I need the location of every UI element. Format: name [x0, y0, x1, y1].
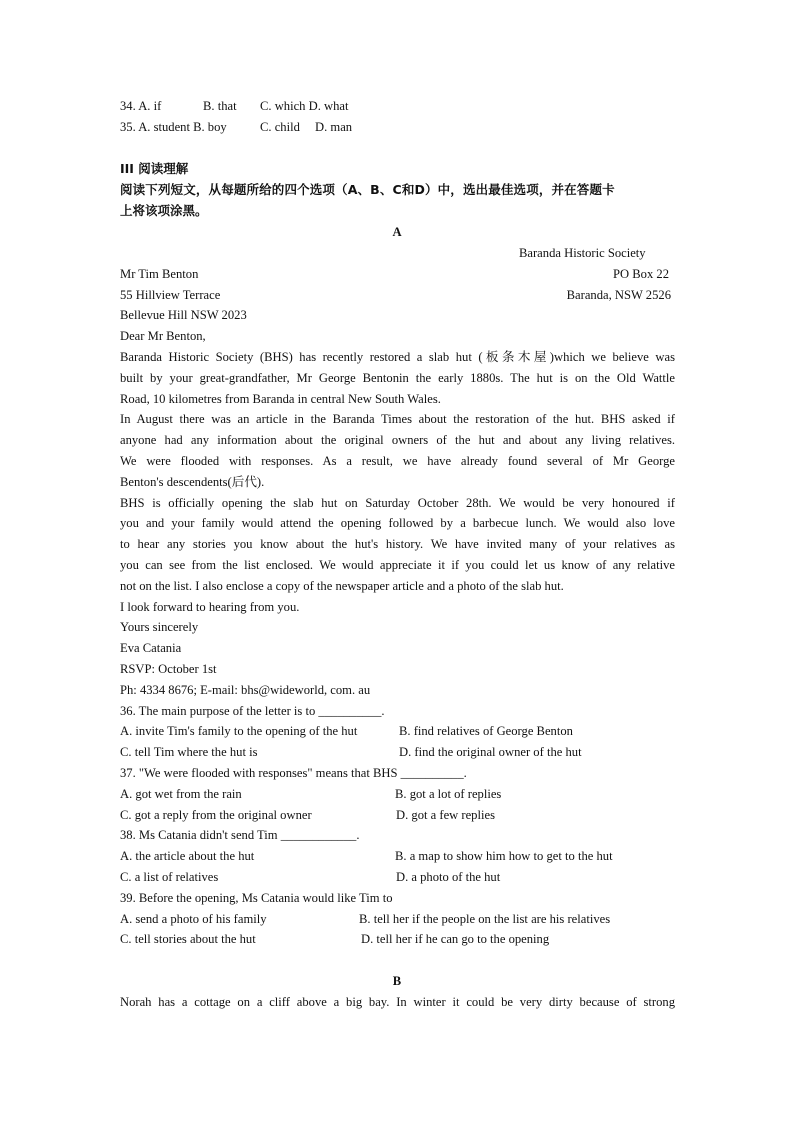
question-37-stem: 37. "We were flooded with responses" means that BHS __________. — [120, 766, 467, 780]
q39-option-d: D. tell her if he can go to the opening — [361, 932, 550, 946]
letter-signature: Eva Catania — [120, 641, 182, 655]
section-title: III 阅读理解 — [120, 161, 189, 176]
q34-cd: C. which D. what — [260, 99, 349, 113]
sender-line-2: PO Box 22 — [613, 267, 669, 281]
letter-line: We were flooded with responses. As a result, we have already found several of Mr George — [120, 454, 675, 468]
q37-option-a: A. got wet from the rain — [120, 787, 242, 801]
q39-option-b: B. tell her if the people on the list are his relatives — [359, 912, 611, 926]
q36-option-b: B. find relatives of George Benton — [399, 724, 573, 738]
q37-option-c: C. got a reply from the original owner — [120, 808, 312, 822]
sender-line-3: Baranda, NSW 2526 — [566, 288, 671, 302]
q39-option-a: A. send a photo of his family — [120, 912, 267, 926]
q38-option-a: A. the article about the hut — [120, 849, 255, 863]
letter-contact: Ph: 4334 8676; E-mail: bhs@wideworld, com. au — [120, 683, 371, 697]
letter-line: to hear any stories you know about the hut's history. We have invited many of your relatives as — [120, 537, 675, 551]
q35-d: D. man — [315, 120, 353, 134]
q34-b: B. that — [203, 99, 237, 113]
q38-option-c: C. a list of relatives — [120, 870, 219, 884]
q36-option-c: C. tell Tim where the hut is — [120, 745, 258, 759]
letter-greeting: Dear Mr Benton, — [120, 329, 206, 343]
letter-line: BHS is officially opening the slab hut on Saturday October 28th. We would be very honoured if — [120, 496, 675, 510]
recipient-line-2: 55 Hillview Terrace — [120, 288, 221, 302]
q36-option-d: D. find the original owner of the hut — [399, 745, 582, 759]
letter-line: built by your great-grandfather, Mr George Bentonin the early 1880s. The hut is on the Old Wattle — [120, 371, 675, 385]
sender-line-1: Baranda Historic Society — [519, 246, 646, 260]
letter-line: not on the list. I also enclose a copy of the newspaper article and a photo of the slab hut. — [120, 579, 564, 593]
letter-line: anyone had any information about the original owners of the hut and about any living relatives. — [120, 433, 675, 447]
q39-option-c: C. tell stories about the hut — [120, 932, 256, 946]
passage-b-label: B — [392, 974, 402, 988]
question-39-stem: 39. Before the opening, Ms Catania would like Tim to — [120, 891, 393, 905]
letter-line: you and your family would attend the opening followed by a barbecue lunch. We would also love — [120, 516, 675, 530]
letter-line: Baranda Historic Society (BHS) has recently restored a slab hut (板条木屋)which we believe was — [120, 350, 675, 364]
letter-line: Road, 10 kilometres from Baranda in central New South Wales. — [120, 392, 441, 406]
question-36-stem: 36. The main purpose of the letter is to __________. — [120, 704, 385, 718]
question-35 — [120, 119, 353, 135]
q38-option-b: B. a map to show him how to get to the hut — [395, 849, 613, 863]
letter-signoff: Yours sincerely — [120, 620, 199, 634]
recipient-line-1: Mr Tim Benton — [120, 267, 199, 281]
q38-option-d: D. a photo of the hut — [396, 870, 501, 884]
q36-option-a: A. invite Tim's family to the opening of the hut — [120, 724, 358, 738]
q35-c: C. child — [260, 120, 300, 134]
section-instruction-1: 阅读下列短文，从每题所给的四个选项（A、B、C和D）中，选出最佳选项，并在答题卡 — [120, 182, 615, 197]
letter-line: In August there was an article in the Baranda Times about the restoration of the hut. BHS asked if — [120, 412, 675, 426]
q34-a: 34. A. if — [120, 99, 162, 113]
q37-option-b: B. got a lot of replies — [395, 787, 502, 801]
letter-line: Benton's descendents(后代). — [120, 475, 265, 489]
passage-b-line: Norah has a cottage on a cliff above a big bay. In winter it could be very dirty because of strong — [120, 995, 675, 1009]
letter-closing: I look forward to hearing from you. — [120, 600, 300, 614]
q37-option-d: D. got a few replies — [396, 808, 495, 822]
section-instruction-2: 上将该项涂黑。 — [120, 203, 208, 218]
passage-a-label: A — [392, 225, 402, 239]
q35-ab: 35. A. student B. boy — [120, 120, 227, 134]
question-34 — [120, 98, 349, 114]
recipient-line-3: Bellevue Hill NSW 2023 — [120, 308, 247, 322]
letter-rsvp: RSVP: October 1st — [120, 662, 217, 676]
question-38-stem: 38. Ms Catania didn't send Tim ____________. — [120, 828, 360, 842]
letter-line: you can see from the list enclosed. We would appreciate it if you could let us know of any relative — [120, 558, 675, 572]
